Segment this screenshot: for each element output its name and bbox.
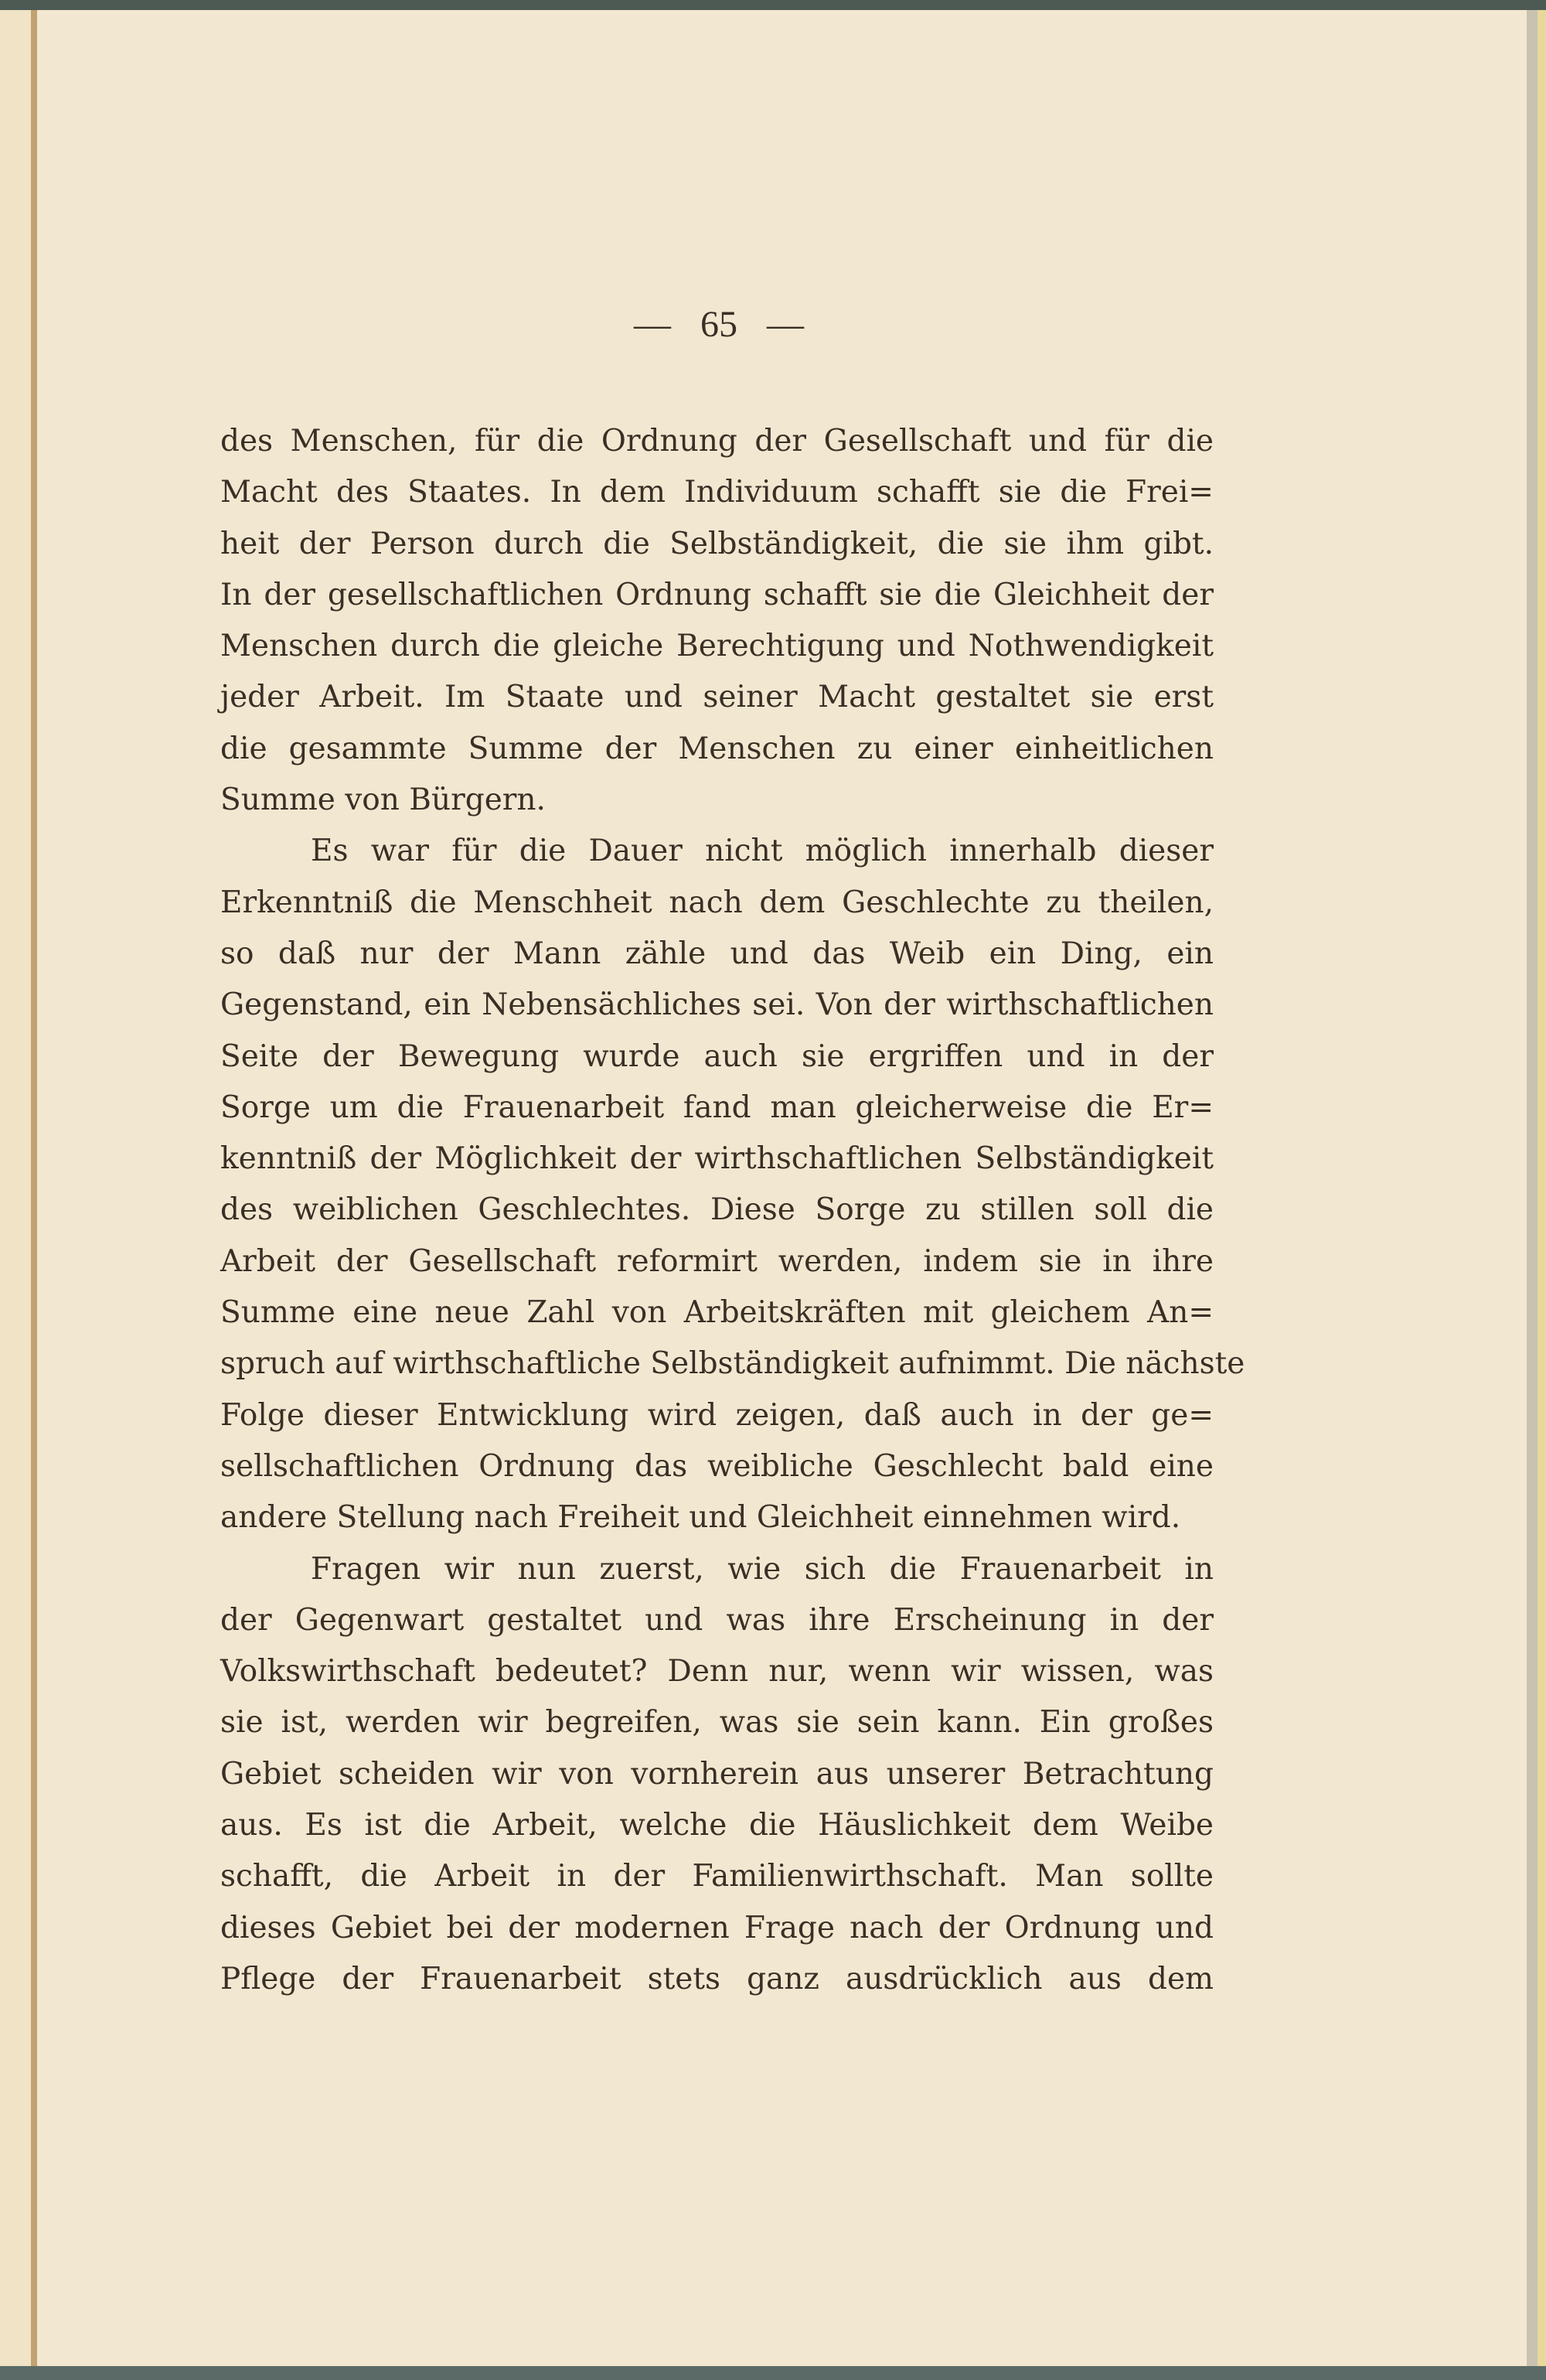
text-line: jeder Arbeit. Im Staate und seiner Macht gestaltet sie erst	[220, 680, 1214, 715]
text-line: Macht des Staates. In dem Individuum schafft sie die Frei=	[220, 475, 1214, 510]
text-line: Sorge um die Frauenarbeit fand man gleicherweise die Er=	[220, 1089, 1214, 1125]
text-line: der Gegenwart gestaltet und was ihre Erscheinung in der	[220, 1602, 1214, 1638]
text-line: Erkenntniß die Menschheit nach dem Geschlechte zu theilen,	[220, 885, 1214, 920]
text-line: Volkswirthschaft bedeutet? Denn nur, wenn wir wissen, was	[220, 1654, 1214, 1690]
text-line: kenntniß der Möglichkeit der wirthschaftlichen Selbständigkeit	[220, 1141, 1214, 1177]
text-line: Es war für die Dauer nicht möglich innerhalb dieser	[311, 834, 1214, 869]
page-number: — 65 —	[634, 304, 804, 345]
book-cover-edge	[1537, 10, 1546, 2366]
scan-top-border	[0, 0, 1546, 10]
page-edge-shadow	[1527, 10, 1537, 2366]
text-line: Gegenstand, ein Nebensächliches sei. Von der wirthschaftlichen	[220, 987, 1214, 1023]
scan-bottom-border	[0, 2366, 1546, 2380]
text-line: Gebiet scheiden wir von vornherein aus unserer Betrachtung	[220, 1756, 1214, 1792]
text-line: des Menschen, für die Ordnung der Gesellschaft und für die	[220, 424, 1214, 459]
text-line: andere Stellung nach Freiheit und Gleichheit einnehmen wird.	[220, 1500, 1181, 1536]
text-line: Fragen wir nun zuerst, wie sich die Frauenarbeit in	[311, 1551, 1214, 1587]
text-line: Summe von Bürgern.	[220, 783, 546, 818]
text-line: die gesammte Summe der Menschen zu einer einheitlichen	[220, 731, 1214, 766]
text-line: Seite der Bewegung wurde auch sie ergriffen und in der	[220, 1038, 1214, 1074]
text-line: des weiblichen Geschlechtes. Diese Sorge zu stillen soll die	[220, 1192, 1214, 1228]
text-line: sie ist, werden wir begreifen, was sie sein kann. Ein großes	[220, 1705, 1214, 1741]
text-line: In der gesellschaftlichen Ordnung schafft sie die Gleichheit der	[220, 577, 1214, 612]
facing-page-edge	[0, 10, 31, 2366]
text-line: schafft, die Arbeit in der Familienwirthschaft. Man sollte	[220, 1859, 1214, 1894]
text-line: heit der Person durch die Selbständigkeit, die sie ihm gibt.	[220, 526, 1214, 561]
text-line: Pflege der Frauenarbeit stets ganz ausdrücklich aus dem	[220, 1961, 1214, 1996]
text-line: spruch auf wirthschaftliche Selbständigkeit aufnimmt. Die nächste	[220, 1346, 1245, 1382]
text-line: Arbeit der Gesellschaft reformirt werden, indem sie in ihre	[220, 1243, 1214, 1279]
text-line: Menschen durch die gleiche Berechtigung und Nothwendigkeit	[220, 629, 1214, 664]
text-line: Summe eine neue Zahl von Arbeitskräften mit gleichem An=	[220, 1295, 1214, 1331]
body-text	[220, 416, 1245, 2005]
text-line: Folge dieser Entwicklung wird zeigen, daß auch in der ge=	[220, 1397, 1214, 1433]
text-line: aus. Es ist die Arbeit, welche die Häuslichkeit dem Weibe	[220, 1808, 1214, 1843]
text-line: dieses Gebiet bei der modernen Frage nach der Ordnung und	[220, 1910, 1214, 1945]
book-gutter	[31, 10, 37, 2366]
text-line: so daß nur der Mann zähle und das Weib ein Ding, ein	[220, 936, 1214, 971]
text-line: sellschaftlichen Ordnung das weibliche Geschlecht bald eine	[220, 1448, 1214, 1484]
